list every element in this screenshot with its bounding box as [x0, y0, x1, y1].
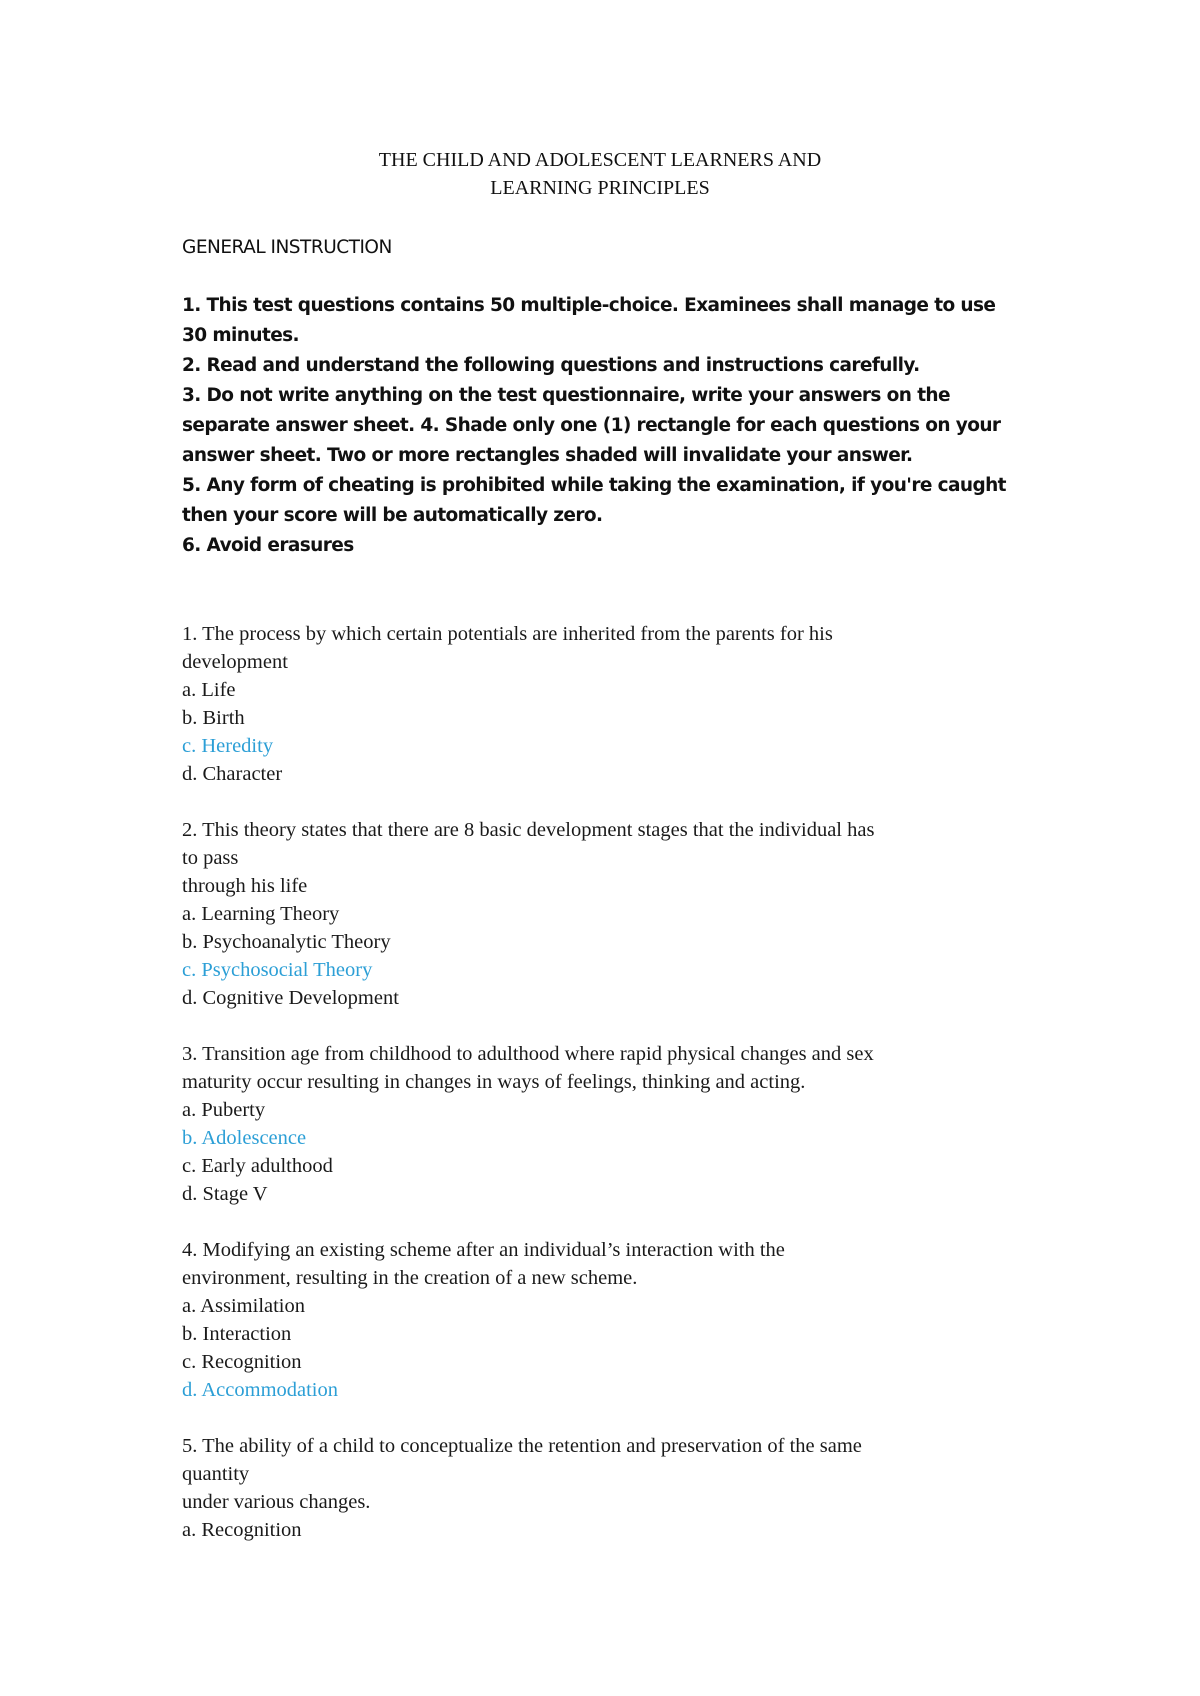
question-item — [182, 1236, 1042, 1404]
answer-option: c. Early adulthood — [182, 1155, 333, 1177]
question-text: quantity — [182, 1463, 250, 1485]
instruction-line: 30 minutes. — [182, 325, 299, 346]
answer-option: a. Recognition — [182, 1519, 302, 1541]
question-text: to pass — [182, 847, 239, 869]
question-text: maturity occur resulting in changes in ways of feelings, thinking and acting. — [182, 1071, 806, 1093]
answer-option: a. Puberty — [182, 1099, 266, 1121]
instruction-line: then your score will be automatically zero. — [182, 505, 603, 526]
question-text: 1. The process by which certain potentials are inherited from the parents for his — [182, 623, 833, 645]
answer-option: a. Assimilation — [182, 1295, 305, 1317]
instruction-line: 1. This test questions contains 50 multiple-choice. Examinees shall manage to use — [182, 295, 996, 316]
instruction-line: separate answer sheet. 4. Shade only one (1) rectangle for each questions on your — [182, 415, 1001, 436]
question-text: under various changes. — [182, 1491, 371, 1513]
question-item — [182, 1040, 1042, 1208]
instruction-line: 6. Avoid erasures — [182, 535, 354, 556]
questions-list — [182, 620, 1042, 1572]
instructions-list — [182, 291, 1052, 561]
answer-option: a. Learning Theory — [182, 903, 340, 925]
question-item — [182, 1432, 1042, 1544]
correct-answer-option: c. Heredity — [182, 735, 274, 757]
question-text: environment, resulting in the creation of a new scheme. — [182, 1267, 638, 1289]
correct-answer-option: d. Accommodation — [182, 1379, 339, 1401]
question-text: development — [182, 651, 288, 673]
answer-option: c. Recognition — [182, 1351, 302, 1373]
question-item — [182, 816, 1042, 1012]
instruction-line: 3. Do not write anything on the test questionnaire, write your answers on the — [182, 385, 950, 406]
answer-option: d. Stage V — [182, 1183, 268, 1205]
correct-answer-option: b. Adolescence — [182, 1127, 307, 1149]
question-item — [182, 620, 1042, 788]
instructions-heading: GENERAL INSTRUCTION — [182, 237, 392, 258]
correct-answer-option: c. Psychosocial Theory — [182, 959, 373, 981]
question-text: 2. This theory states that there are 8 basic development stages that the individual has — [182, 819, 875, 841]
document-title-line-2: LEARNING PRINCIPLES — [490, 177, 710, 199]
instruction-line: answer sheet. Two or more rectangles shaded will invalidate your answer. — [182, 445, 913, 466]
answer-option: a. Life — [182, 679, 236, 701]
instruction-line: 2. Read and understand the following questions and instructions carefully. — [182, 355, 920, 376]
answer-option: b. Interaction — [182, 1323, 292, 1345]
answer-option: b. Psychoanalytic Theory — [182, 931, 391, 953]
question-text: through his life — [182, 875, 308, 897]
question-text: 5. The ability of a child to conceptualize the retention and preservation of the same — [182, 1435, 862, 1457]
answer-option: b. Birth — [182, 707, 245, 729]
question-text: 3. Transition age from childhood to adulthood where rapid physical changes and sex — [182, 1043, 874, 1065]
question-text: 4. Modifying an existing scheme after an individual’s interaction with the — [182, 1239, 785, 1261]
document-title-line-1: THE CHILD AND ADOLESCENT LEARNERS AND — [378, 149, 822, 171]
instruction-line: 5. Any form of cheating is prohibited while taking the examination, if you're caught — [182, 475, 1006, 496]
answer-option: d. Character — [182, 763, 283, 785]
answer-option: d. Cognitive Development — [182, 987, 399, 1009]
